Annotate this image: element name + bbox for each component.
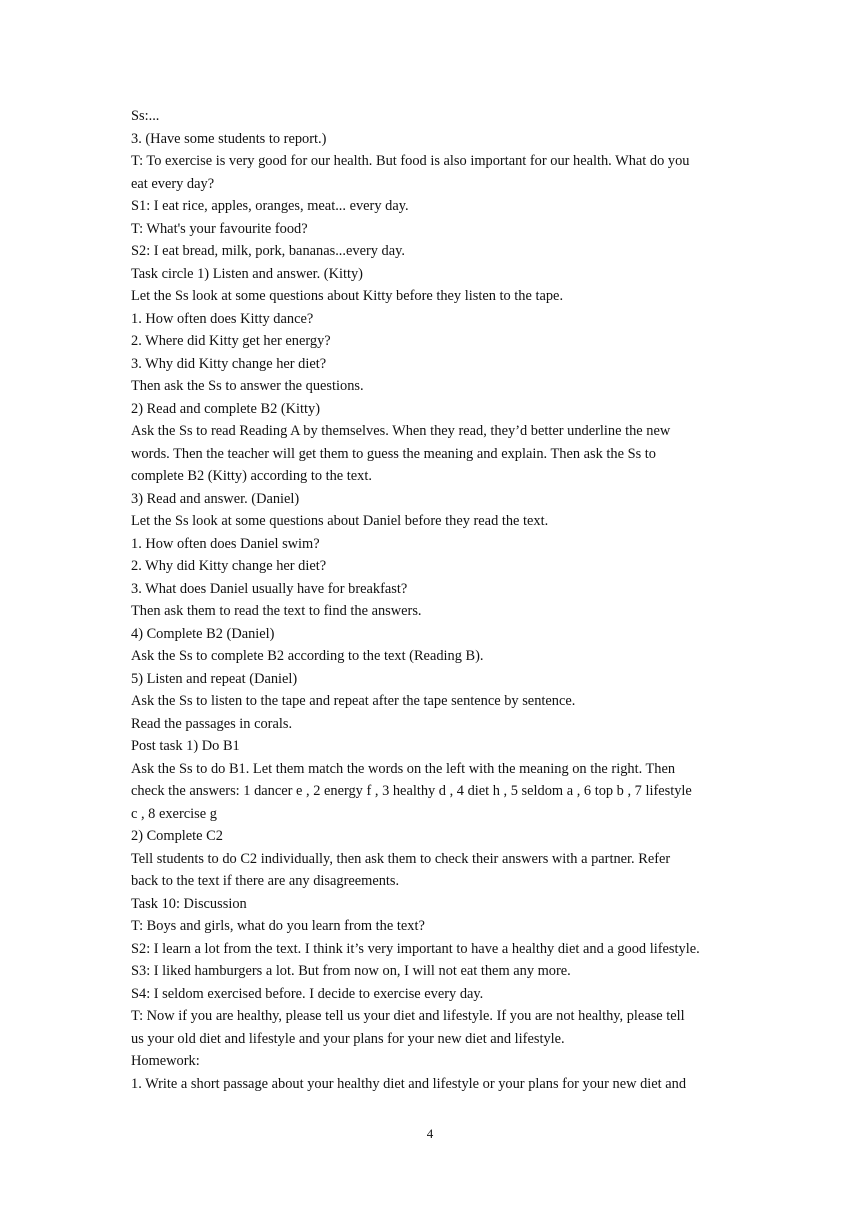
text-line: complete B2 (Kitty) according to the text. [131, 468, 372, 484]
text-line: Ask the Ss to do B1. Let them match the words on the left with the meaning on the right. Then [131, 760, 676, 777]
text-line: check the answers: 1 dancer e , 2 energy f , 3 healthy d , 4 diet h , 5 seldom a , 6 top b , 7 lifestyle [131, 783, 692, 799]
text-line: T: What's your favourite food? [131, 220, 308, 237]
text-line: Read the passages in corals. [131, 715, 293, 732]
text-line: S2: I eat bread, milk, pork, bananas...every day. [131, 243, 405, 259]
text-line: 1. How often does Kitty dance? [131, 310, 314, 327]
document-body [131, 105, 751, 1095]
text-line: 2) Complete C2 [131, 828, 223, 844]
text-line: Post task 1) Do B1 [131, 738, 240, 754]
text-line: S4: I seldom exercised before. I decide to exercise every day. [131, 985, 484, 1002]
text-line: T: To exercise is very good for our health. But food is also important for our health. What do you [131, 153, 690, 169]
text-line: us your old diet and lifestyle and your plans for your new diet and lifestyle. [131, 1030, 565, 1047]
text-line: Let the Ss look at some questions about Kitty before they listen to the tape. [131, 288, 564, 304]
text-line: Then ask them to read the text to find the answers. [131, 603, 422, 619]
text-line: Task circle 1) Listen and answer. (Kitty) [131, 265, 363, 282]
text-line: Let the Ss look at some questions about Daniel before they read the text. [131, 513, 549, 529]
text-line: Ask the Ss to read Reading A by themselves. When they read, they’d better underline the new [131, 423, 671, 439]
text-line: eat every day? [131, 175, 215, 192]
text-line: Homework: [131, 1053, 200, 1069]
text-line: S2: I learn a lot from the text. I think it’s very important to have a healthy diet and a good lifestyle. [131, 940, 700, 957]
text-line: 3. What does Daniel usually have for breakfast? [131, 580, 408, 597]
text-line: 4) Complete B2 (Daniel) [131, 625, 275, 642]
text-line: c , 8 exercise g [131, 805, 217, 822]
text-line: T: Now if you are healthy, please tell us your diet and lifestyle. If you are not healthy, please tell [131, 1008, 685, 1024]
text-line: S1: I eat rice, apples, oranges, meat... every day. [131, 198, 409, 214]
text-line: Tell students to do C2 individually, then ask them to check their answers with a partner. Refer [131, 850, 671, 867]
text-line: Task 10: Discussion [131, 895, 247, 912]
text-line: 1. Write a short passage about your healthy diet and lifestyle or your plans for your new diet and [131, 1075, 687, 1092]
text-line: 2) Read and complete B2 (Kitty) [131, 400, 321, 417]
text-line: 3. (Have some students to report.) [131, 130, 327, 147]
text-line: Ask the Ss to listen to the tape and repeat after the tape sentence by sentence. [131, 693, 576, 709]
text-line: 3. Why did Kitty change her diet? [131, 355, 327, 372]
text-line: Ss:... [131, 108, 160, 124]
text-line: 1. How often does Daniel swim? [131, 535, 320, 552]
text-line: back to the text if there are any disagreements. [131, 873, 400, 889]
page-number: 4 [426, 1126, 434, 1141]
text-line: 3) Read and answer. (Daniel) [131, 490, 300, 507]
text-line: Then ask the Ss to answer the questions. [131, 378, 364, 394]
text-line: Ask the Ss to complete B2 according to the text (Reading B). [131, 648, 484, 664]
text-line: 2. Where did Kitty get her energy? [131, 333, 331, 349]
text-line: 2. Why did Kitty change her diet? [131, 558, 327, 574]
text-line: T: Boys and girls, what do you learn from the text? [131, 918, 425, 934]
text-line: S3: I liked hamburgers a lot. But from now on, I will not eat them any more. [131, 963, 571, 979]
text-line: 5) Listen and repeat (Daniel) [131, 670, 298, 687]
text-line: words. Then the teacher will get them to guess the meaning and explain. Then ask the Ss to [131, 445, 657, 462]
